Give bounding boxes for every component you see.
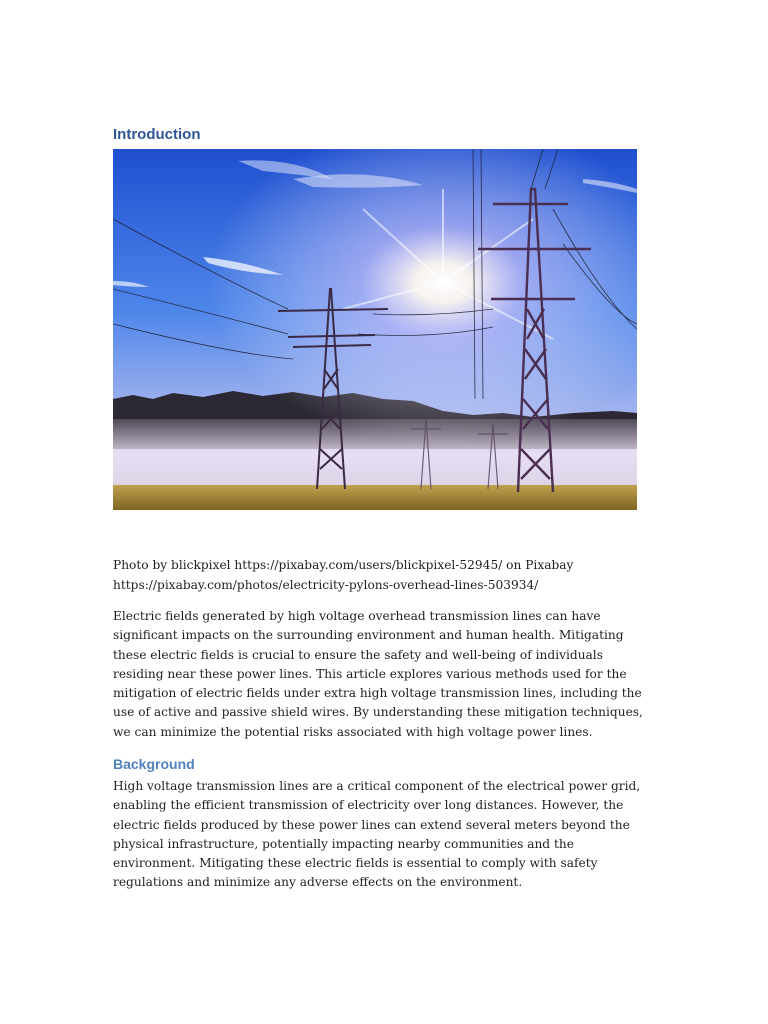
background-paragraph: High voltage transmission lines are a critical component of the electrical power grid, enabling the efficient transmission of electricity over long distances. However, the electric fields produced by these power lines can extend several meters beyond the physical infrastructure, potentially impacting nearby communities and the environment. Mitigating these electric fields is essential to comply with safety regulations and minimize any adverse effects on the environment.: [113, 779, 641, 890]
pylons-photo: [113, 149, 637, 510]
introduction-heading: Introduction: [113, 126, 201, 143]
caption-source-url: https://pixabay.com/photos/electricity-pylons-overhead-lines-503934/: [113, 577, 539, 592]
introduction-paragraph: Electric fields generated by high voltage overhead transmission lines can have significant impacts on the surrounding environment and human health. Mitigating these electric fields is crucial to ensure the safety and well-being of individuals residing near these power lines. This article explores various methods used for the mitigation of electric fields under extra high voltage transmission lines, including the use of active and passive shield wires. By understanding these mitigation techniques, we can minimize the potential risks associated with high voltage power lines.: [113, 609, 643, 739]
photo-caption: [113, 556, 653, 595]
caption-credit-line: Photo by blickpixel https://pixabay.com/users/blickpixel-52945/ on Pixabay: [113, 558, 574, 572]
background-heading: Background: [113, 756, 195, 772]
